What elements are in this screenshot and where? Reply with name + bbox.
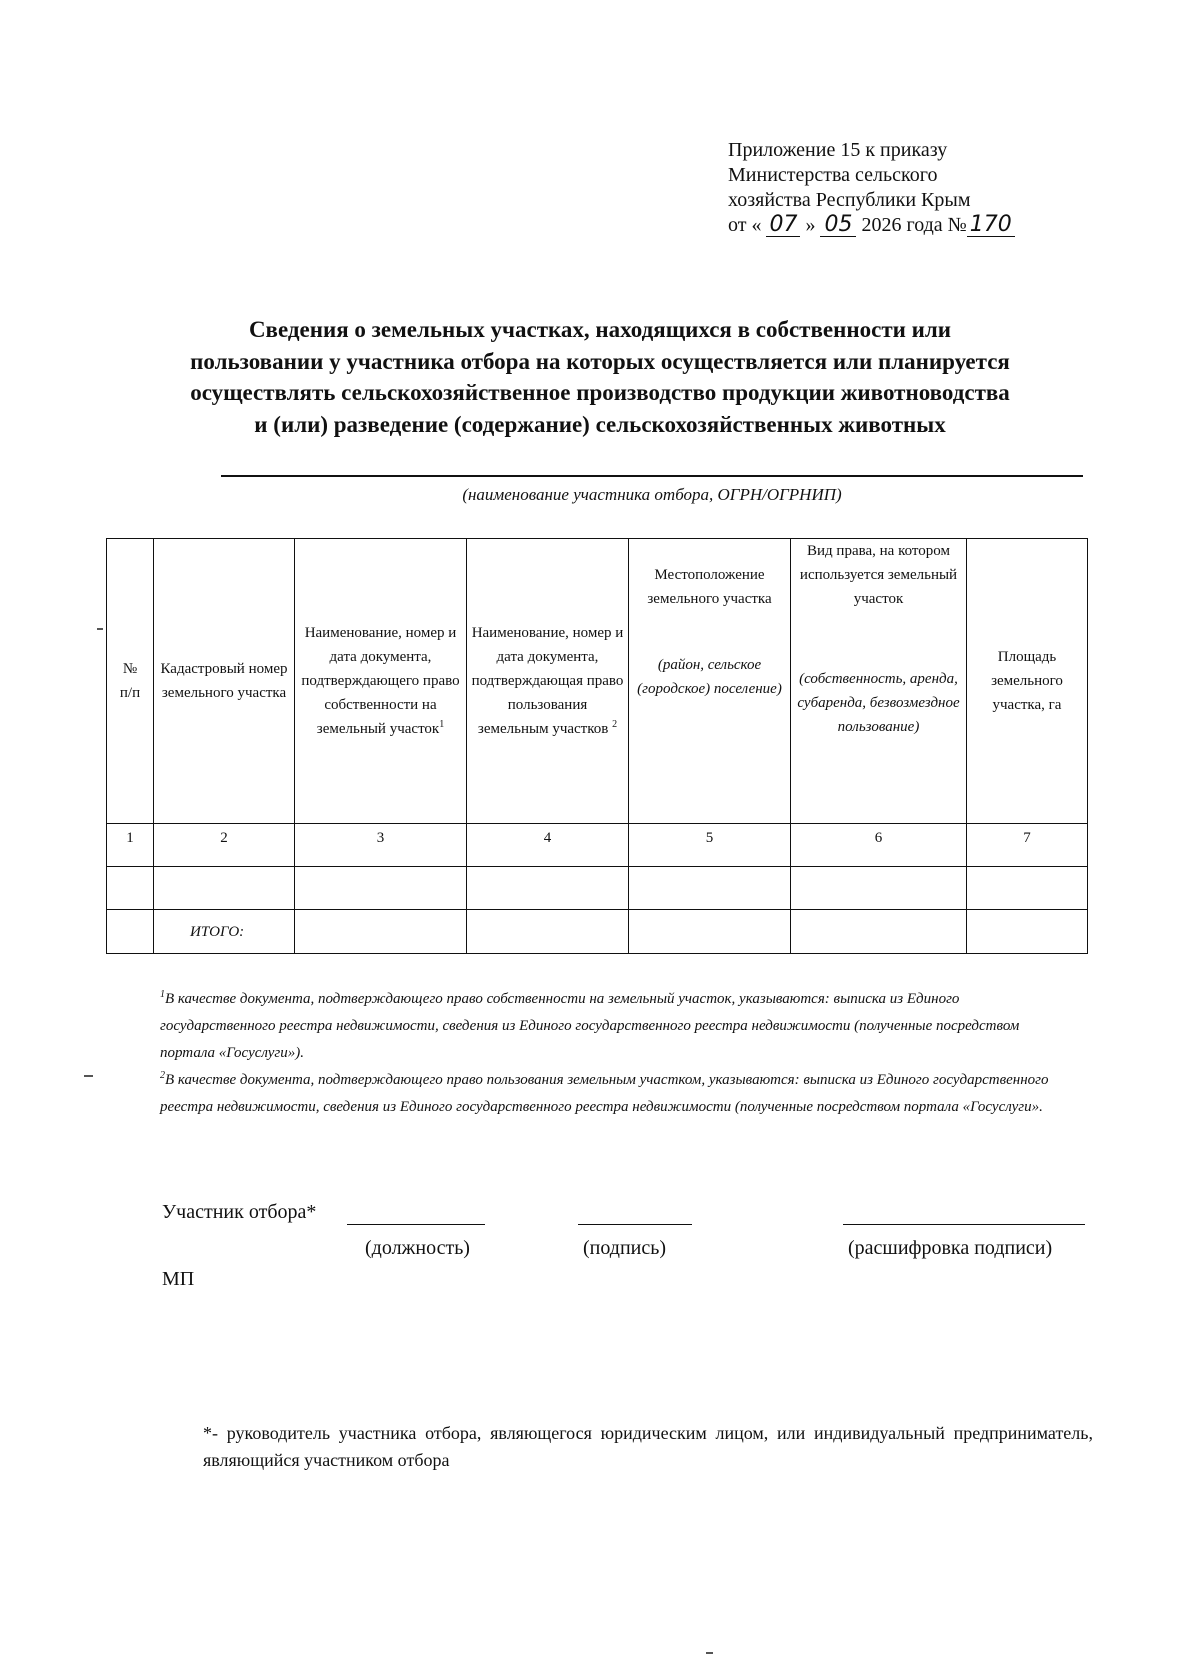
- table-cell: [295, 867, 467, 910]
- header-ownership-doc: [295, 539, 467, 824]
- header-location: [629, 539, 791, 824]
- title-line-3: осуществлять сельскохозяйственное производство продукции животноводства: [190, 380, 1010, 405]
- order-day: 07: [766, 214, 800, 237]
- table-cell: [967, 867, 1088, 910]
- date-suffix: 2026 года №: [861, 214, 967, 236]
- scan-speck: [84, 1075, 93, 1077]
- table-cell: [629, 867, 791, 910]
- appendix-date-line: [728, 213, 1128, 238]
- order-number: 170: [967, 214, 1015, 237]
- table-cell: [791, 867, 967, 910]
- footer-note: *- руководитель участника отбора, являющегося юридическим лицом, или индивидуальный предприниматель, являющийся участником отбора: [203, 1423, 1093, 1470]
- footnote-2: [160, 1067, 1060, 1121]
- table-cell: [295, 910, 467, 954]
- header-area-text: Площадь земельного участка, га: [991, 649, 1063, 713]
- land-plots-table: [106, 538, 1088, 954]
- table-cell: [629, 910, 791, 954]
- seal-label: МП: [162, 1268, 195, 1290]
- table-cell: [967, 910, 1088, 954]
- table-header-row: [107, 539, 1088, 824]
- appendix-line-1: Приложение 15 к приказу: [728, 139, 948, 161]
- header-cadastral: [154, 539, 295, 824]
- header-ownership-doc-text: Наименование, номер и дата документа, подтверждающего право собственности на земельный участок: [301, 625, 460, 737]
- footnotes: [160, 986, 1060, 1121]
- footnote-1-mark: 1: [160, 989, 165, 1000]
- signature-caption: (подпись): [583, 1237, 667, 1259]
- footnote-ref-2: 2: [612, 719, 618, 730]
- table-row: [107, 867, 1088, 910]
- date-prefix: от «: [728, 214, 762, 236]
- signature-line: [578, 1224, 692, 1225]
- table-cell: [107, 867, 154, 910]
- appendix-line-2: Министерства сельского: [728, 164, 938, 186]
- header-location-note: (район, сельское (городское) поселение): [637, 657, 782, 697]
- title-line-4: и (или) разведение (содержание) сельскохозяйственных животных: [254, 411, 946, 437]
- header-usage-doc: [467, 539, 629, 824]
- footnote-ref-1: 1: [439, 719, 445, 730]
- header-number-pp: п/п: [119, 685, 141, 701]
- column-number: 7: [967, 824, 1088, 867]
- header-right-type-text: Вид права, на котором используется земельный участок: [799, 543, 958, 607]
- footnote-2-mark: 2: [160, 1070, 165, 1081]
- column-number: 3: [295, 824, 467, 867]
- total-label: ИТОГО:: [154, 910, 295, 954]
- header-usage-doc-text: Наименование, номер и дата документа, подтверждающая право пользования земельным участков: [471, 625, 624, 737]
- header-number: [107, 539, 154, 824]
- column-number: 2: [154, 824, 295, 867]
- appendix-line-3: хозяйства Республики Крым: [728, 189, 971, 211]
- column-number: 4: [467, 824, 629, 867]
- scan-speck: [97, 628, 103, 630]
- table-cell: [791, 910, 967, 954]
- document-title: [100, 314, 1100, 440]
- table-cell: [467, 910, 629, 954]
- header-location-text: Местоположение земельного участка: [647, 567, 772, 607]
- participant-name-line: [221, 475, 1083, 477]
- participant-label: Участник отбора*: [162, 1201, 317, 1223]
- title-line-1: Сведения о земельных участках, находящихся в собственности или: [248, 317, 952, 342]
- position-caption: (должность): [365, 1237, 470, 1259]
- footnote-2-text: В качестве документа, подтверждающего право пользования земельным участком, указываются: выписка из Единого государственного реестра недвижимости, сведения из Единого государственного реестра недвижимости (полученные посредством портала «Госуслуги».: [160, 1072, 1049, 1115]
- order-month: 05: [820, 214, 856, 237]
- header-number-sign: №: [122, 661, 138, 677]
- header-area: [967, 539, 1088, 824]
- table-cell: [107, 910, 154, 954]
- table-cell: [467, 867, 629, 910]
- column-number: 5: [629, 824, 791, 867]
- header-right-type-note: (собственность, аренда, субаренда, безвозмездное пользование): [797, 671, 960, 735]
- participant-caption: (наименование участника отбора, ОГРН/ОГРНИП): [462, 485, 842, 504]
- column-number: 6: [791, 824, 967, 867]
- date-mid: »: [805, 214, 816, 236]
- scan-speck: [706, 1652, 713, 1654]
- column-number-row: [107, 824, 1088, 867]
- column-number: 1: [107, 824, 154, 867]
- total-row: [107, 910, 1088, 954]
- header-cadastral-text: Кадастровый номер земельного участка: [160, 661, 288, 701]
- appendix-block: [728, 138, 1128, 238]
- table-cell: [154, 867, 295, 910]
- decoding-caption: (расшифровка подписи): [848, 1237, 1053, 1259]
- position-line: [347, 1224, 485, 1225]
- footnote-1: [160, 986, 1060, 1067]
- title-line-2: пользовании у участника отбора на которых осуществляется или планируется: [190, 348, 1010, 374]
- footnote-1-text: В качестве документа, подтверждающего право собственности на земельный участок, указываются: выписка из Единого государственного реестра недвижимости, сведения из Единого государственного реестра недвижимости (полученные посредством портала «Госуслуги»).: [160, 991, 1020, 1061]
- decoding-line: [843, 1224, 1085, 1225]
- header-right-type: [791, 539, 967, 824]
